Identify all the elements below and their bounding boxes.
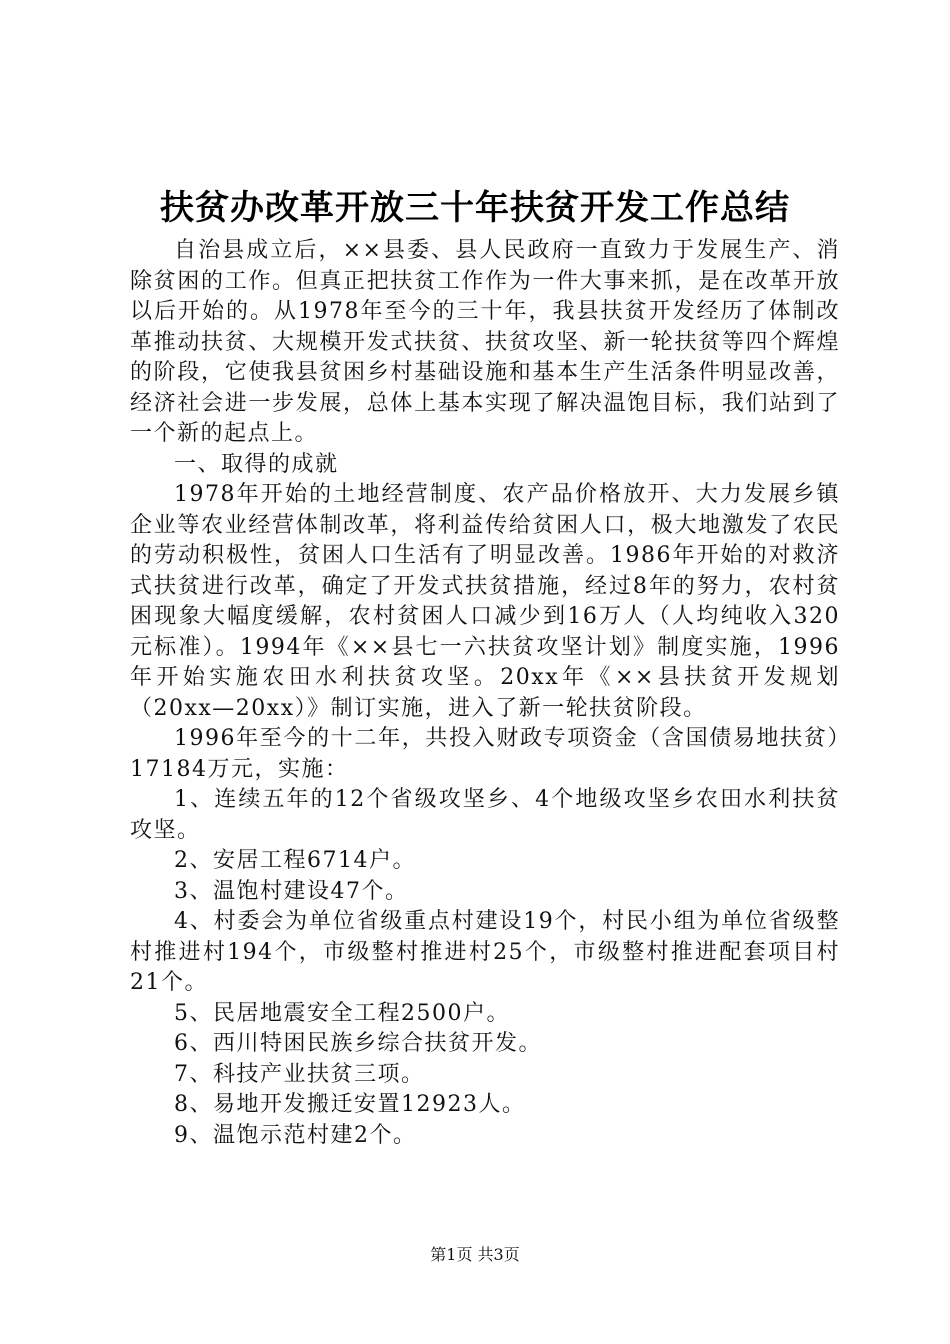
list-item: 9、温饱示范村建2个。 (174, 1122, 417, 1148)
page-number-footer: 第1页 共3页 (430, 1245, 520, 1264)
list-item: 2、安居工程6714户。 (174, 848, 416, 873)
list-item: 5、民居地震安全工程2500户。 (174, 1000, 510, 1026)
section-heading: 一、取得的成就 (174, 451, 339, 477)
list-item: 8、易地开发搬迁安置12923人。 (174, 1092, 526, 1117)
funding-paragraph: 1996年至今的十二年，共投入财政专项资金（含国债易地扶贫）17184万元，实施： (130, 726, 840, 782)
list-item: 1、连续五年的12个省级攻坚乡、4个地级攻坚乡农田水利扶贫攻坚。 (130, 787, 840, 843)
document-title: 扶贫办改革开放三十年扶贫开发工作总结 (160, 188, 790, 228)
list-item: 3、温饱村建设47个。 (174, 878, 409, 904)
document-body (130, 236, 840, 1151)
history-paragraph: 1978年开始的土地经营制度、农产品价格放开、大力发展乡镇企业等农业经营体制改革，将利益传给贫困人口，极大地激发了农民的劳动积极性，贫困人口生活有了明显改善。1986年开始的对救济式扶贫进行改革，确定了开发式扶贫措施，经过8年的努力，农村贫困现象大幅度缓解，农村贫困人口减少到16万人（人均纯收入320元标准）。1994年《××县七一六扶贫攻坚计划》制度实施，1996年开始实施农田水利扶贫攻坚。20xx年《××县扶贫开发规划（20xx—20xx）》制订实施，进入了新一轮扶贫阶段。 (130, 482, 840, 721)
list-item: 7、科技产业扶贫三项。 (174, 1061, 425, 1087)
list-item: 4、村委会为单位省级重点村建设19个，村民小组为单位省级整村推进村194个，市级整村推进村25个，市级整村推进配套项目村21个。 (130, 909, 840, 995)
intro-paragraph: 自治县成立后，××县委、县人民政府一直致力于发展生产、消除贫困的工作。但真正把扶贫工作作为一件大事来抓，是在改革开放以后开始的。从1978年至今的三十年，我县扶贫开发经历了体制改革推动扶贫、大规模开发式扶贫、扶贫攻坚、新一轮扶贫等四个辉煌的阶段，它使我县贫困乡村基础设施和基本生产生活条件明显改善，经济社会进一步发展，总体上基本实现了解决温饱目标，我们站到了一个新的起点上。 (130, 238, 840, 446)
list-item: 6、西川特困民族乡综合扶贫开发。 (174, 1031, 542, 1056)
